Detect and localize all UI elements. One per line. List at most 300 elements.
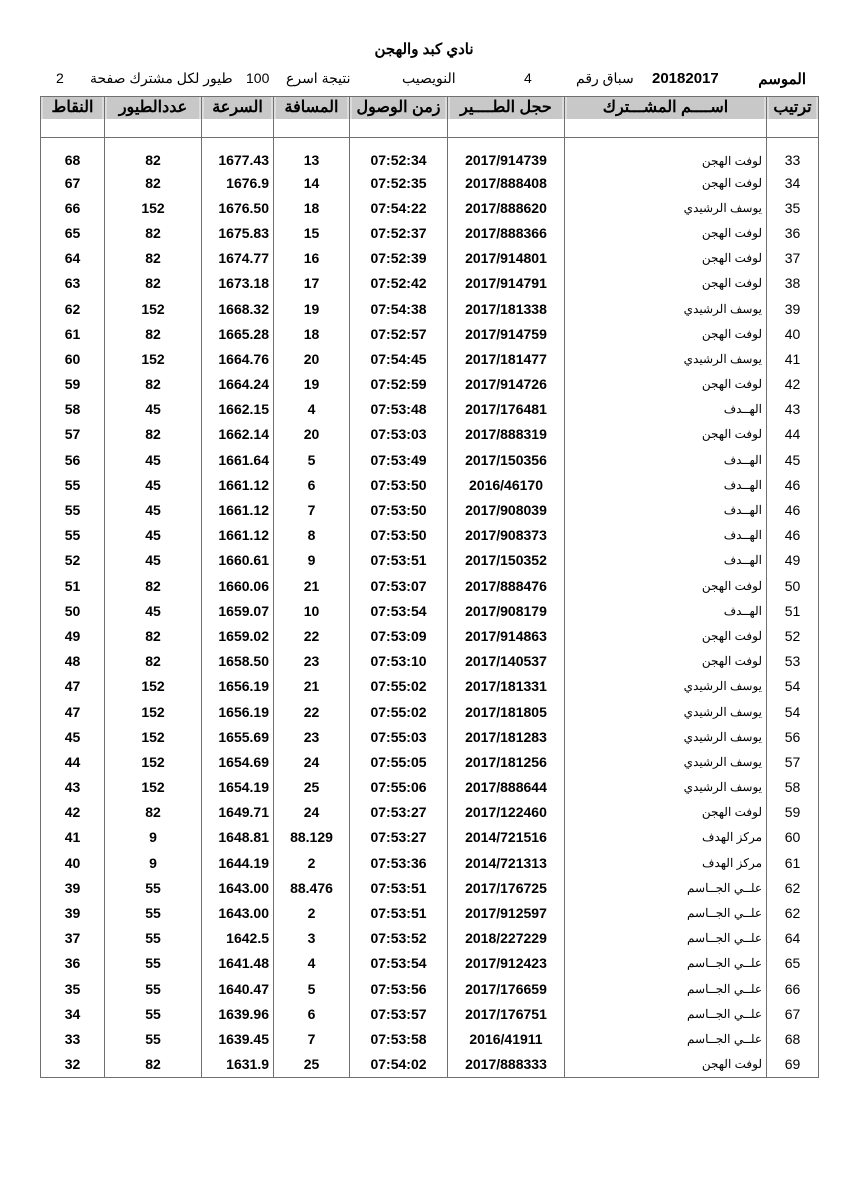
rank-cell: 40 bbox=[767, 321, 819, 346]
speed-cell: 1658.50 bbox=[202, 649, 274, 674]
distance-cell: 17 bbox=[274, 271, 350, 296]
page-title: نادي كبد والهجن bbox=[374, 41, 474, 58]
table-row bbox=[41, 138, 819, 171]
bird-count-cell: 152 bbox=[105, 296, 202, 321]
arrival-time-cell: 07:54:22 bbox=[350, 195, 448, 220]
table-row bbox=[41, 850, 819, 875]
arrival-time-cell: 07:54:38 bbox=[350, 296, 448, 321]
points-cell: 56 bbox=[41, 447, 105, 472]
bird-count-cell: 82 bbox=[105, 649, 202, 674]
participant-cell: يوسف الرشيدي bbox=[565, 674, 767, 699]
distance-cell: 4 bbox=[274, 397, 350, 422]
speed-cell: 1673.18 bbox=[202, 271, 274, 296]
participant-cell: يوسف الرشيدي bbox=[565, 749, 767, 774]
distance-cell: 7 bbox=[274, 497, 350, 522]
ring-cell: 2017/912423 bbox=[448, 951, 565, 976]
arrival-time-cell: 07:53:54 bbox=[350, 598, 448, 623]
participant-cell: الهــدف bbox=[565, 548, 767, 573]
rank-cell: 69 bbox=[767, 1052, 819, 1078]
rank-cell: 53 bbox=[767, 649, 819, 674]
distance-cell: 18 bbox=[274, 195, 350, 220]
distance-cell: 24 bbox=[274, 800, 350, 825]
speed-cell: 1660.06 bbox=[202, 573, 274, 598]
arrival-time-cell: 07:53:54 bbox=[350, 951, 448, 976]
points-cell: 55 bbox=[41, 472, 105, 497]
ring-cell: 2017/122460 bbox=[448, 800, 565, 825]
bird-count-cell: 82 bbox=[105, 220, 202, 245]
bird-count-cell: 55 bbox=[105, 900, 202, 925]
ring-cell: 2017/181338 bbox=[448, 296, 565, 321]
points-cell: 52 bbox=[41, 548, 105, 573]
participant-cell: يوسف الرشيدي bbox=[565, 296, 767, 321]
rank-cell: 52 bbox=[767, 623, 819, 648]
speed-cell: 1649.71 bbox=[202, 800, 274, 825]
table-header-row bbox=[41, 97, 819, 138]
arrival-time-cell: 07:52:39 bbox=[350, 246, 448, 271]
points-cell: 67 bbox=[41, 170, 105, 195]
table-row bbox=[41, 800, 819, 825]
distance-cell: 19 bbox=[274, 296, 350, 321]
table-row bbox=[41, 246, 819, 271]
table-row bbox=[41, 674, 819, 699]
points-cell: 55 bbox=[41, 497, 105, 522]
points-cell: 33 bbox=[41, 1026, 105, 1051]
table-row bbox=[41, 497, 819, 522]
table-row bbox=[41, 321, 819, 346]
table-row bbox=[41, 447, 819, 472]
ring-cell: 2017/908373 bbox=[448, 523, 565, 548]
participant-cell: علــي الجــاسم bbox=[565, 951, 767, 976]
rank-cell: 34 bbox=[767, 170, 819, 195]
bird-count-cell: 82 bbox=[105, 372, 202, 397]
points-cell: 59 bbox=[41, 372, 105, 397]
participant-cell: يوسف الرشيدي bbox=[565, 346, 767, 371]
table-row bbox=[41, 573, 819, 598]
table-row bbox=[41, 875, 819, 900]
participant-cell: الهــدف bbox=[565, 397, 767, 422]
participant-cell: لوفت الهجن bbox=[565, 1052, 767, 1078]
distance-cell: 6 bbox=[274, 1001, 350, 1026]
participant-cell: الهــدف bbox=[565, 472, 767, 497]
col-header-speed: السرعة bbox=[202, 97, 274, 138]
ring-cell: 2017/140537 bbox=[448, 649, 565, 674]
race-number: 4 bbox=[524, 70, 532, 86]
bird-count-cell: 45 bbox=[105, 598, 202, 623]
distance-cell: 22 bbox=[274, 699, 350, 724]
table-row bbox=[41, 472, 819, 497]
points-cell: 36 bbox=[41, 951, 105, 976]
table-row bbox=[41, 346, 819, 371]
points-cell: 40 bbox=[41, 850, 105, 875]
rank-cell: 46 bbox=[767, 497, 819, 522]
arrival-time-cell: 07:53:27 bbox=[350, 825, 448, 850]
bird-count-cell: 55 bbox=[105, 926, 202, 951]
rank-cell: 43 bbox=[767, 397, 819, 422]
rank-cell: 46 bbox=[767, 523, 819, 548]
distance-cell: 2 bbox=[274, 900, 350, 925]
table-row bbox=[41, 825, 819, 850]
arrival-time-cell: 07:52:42 bbox=[350, 271, 448, 296]
speed-cell: 1656.19 bbox=[202, 674, 274, 699]
points-cell: 68 bbox=[41, 138, 105, 171]
speed-cell: 1676.50 bbox=[202, 195, 274, 220]
arrival-time-cell: 07:52:34 bbox=[350, 138, 448, 171]
distance-cell: 9 bbox=[274, 548, 350, 573]
bird-count-cell: 152 bbox=[105, 775, 202, 800]
arrival-time-cell: 07:53:50 bbox=[350, 523, 448, 548]
distance-cell: 6 bbox=[274, 472, 350, 497]
bird-count-cell: 45 bbox=[105, 397, 202, 422]
distance-cell: 22 bbox=[274, 623, 350, 648]
ring-cell: 2017/914739 bbox=[448, 138, 565, 171]
season-value: 20182017 bbox=[652, 70, 719, 87]
participant-cell: علــي الجــاسم bbox=[565, 1001, 767, 1026]
speed-cell: 1656.19 bbox=[202, 699, 274, 724]
participant-cell: علــي الجــاسم bbox=[565, 875, 767, 900]
col-header-arrival-time: زمن الوصول bbox=[350, 97, 448, 138]
arrival-time-cell: 07:53:52 bbox=[350, 926, 448, 951]
ring-cell: 2017/888319 bbox=[448, 422, 565, 447]
points-cell: 39 bbox=[41, 900, 105, 925]
arrival-time-cell: 07:53:56 bbox=[350, 976, 448, 1001]
points-cell: 47 bbox=[41, 699, 105, 724]
bird-count-cell: 152 bbox=[105, 195, 202, 220]
bird-count-cell: 152 bbox=[105, 724, 202, 749]
distance-cell: 21 bbox=[274, 573, 350, 598]
arrival-time-cell: 07:53:10 bbox=[350, 649, 448, 674]
result-note: طيور لكل مشترك صفحة bbox=[90, 70, 233, 86]
rank-cell: 33 bbox=[767, 138, 819, 171]
ring-cell: 2017/150352 bbox=[448, 548, 565, 573]
ring-cell: 2017/181477 bbox=[448, 346, 565, 371]
distance-cell: 5 bbox=[274, 976, 350, 1001]
points-cell: 47 bbox=[41, 674, 105, 699]
participant-cell: علــي الجــاسم bbox=[565, 976, 767, 1001]
ring-cell: 2014/721313 bbox=[448, 850, 565, 875]
ring-cell: 2017/908179 bbox=[448, 598, 565, 623]
distance-cell: 88.129 bbox=[274, 825, 350, 850]
col-header-participant: اســــم المشـــترك bbox=[565, 97, 767, 138]
rank-cell: 49 bbox=[767, 548, 819, 573]
table-row bbox=[41, 170, 819, 195]
bird-count-cell: 82 bbox=[105, 321, 202, 346]
arrival-time-cell: 07:53:51 bbox=[350, 548, 448, 573]
participant-cell: علــي الجــاسم bbox=[565, 926, 767, 951]
results-table bbox=[40, 96, 819, 1078]
col-header-points: النقاط bbox=[41, 97, 105, 138]
rank-cell: 39 bbox=[767, 296, 819, 321]
ring-cell: 2017/181805 bbox=[448, 699, 565, 724]
table-row bbox=[41, 951, 819, 976]
arrival-time-cell: 07:53:58 bbox=[350, 1026, 448, 1051]
table-row bbox=[41, 422, 819, 447]
points-cell: 58 bbox=[41, 397, 105, 422]
participant-cell: يوسف الرشيدي bbox=[565, 775, 767, 800]
bird-count-cell: 82 bbox=[105, 422, 202, 447]
speed-cell: 1662.15 bbox=[202, 397, 274, 422]
distance-cell: 13 bbox=[274, 138, 350, 171]
arrival-time-cell: 07:55:02 bbox=[350, 699, 448, 724]
points-cell: 35 bbox=[41, 976, 105, 1001]
ring-cell: 2017/176659 bbox=[448, 976, 565, 1001]
table-row bbox=[41, 372, 819, 397]
result-label: نتيجة اسرع bbox=[286, 70, 351, 86]
table-row bbox=[41, 649, 819, 674]
distance-cell: 19 bbox=[274, 372, 350, 397]
rank-cell: 67 bbox=[767, 1001, 819, 1026]
rank-cell: 58 bbox=[767, 775, 819, 800]
speed-cell: 1661.12 bbox=[202, 472, 274, 497]
speed-cell: 1674.77 bbox=[202, 246, 274, 271]
table-row bbox=[41, 296, 819, 321]
rank-cell: 62 bbox=[767, 875, 819, 900]
distance-cell: 23 bbox=[274, 724, 350, 749]
rank-cell: 65 bbox=[767, 951, 819, 976]
bird-count-cell: 82 bbox=[105, 138, 202, 171]
page-number: 2 bbox=[56, 70, 64, 86]
participant-cell: لوفت الهجن bbox=[565, 372, 767, 397]
table-row bbox=[41, 926, 819, 951]
bird-count-cell: 45 bbox=[105, 472, 202, 497]
rank-cell: 66 bbox=[767, 976, 819, 1001]
rank-cell: 42 bbox=[767, 372, 819, 397]
ring-cell: 2017/181331 bbox=[448, 674, 565, 699]
distance-cell: 15 bbox=[274, 220, 350, 245]
distance-cell: 20 bbox=[274, 346, 350, 371]
participant-cell: لوفت الهجن bbox=[565, 573, 767, 598]
distance-cell: 88.476 bbox=[274, 875, 350, 900]
points-cell: 32 bbox=[41, 1052, 105, 1078]
speed-cell: 1661.12 bbox=[202, 497, 274, 522]
rank-cell: 64 bbox=[767, 926, 819, 951]
bird-count-cell: 82 bbox=[105, 271, 202, 296]
table-row bbox=[41, 749, 819, 774]
points-cell: 48 bbox=[41, 649, 105, 674]
table-row bbox=[41, 1026, 819, 1051]
points-cell: 64 bbox=[41, 246, 105, 271]
rank-cell: 54 bbox=[767, 674, 819, 699]
arrival-time-cell: 07:53:48 bbox=[350, 397, 448, 422]
arrival-time-cell: 07:53:57 bbox=[350, 1001, 448, 1026]
distance-cell: 20 bbox=[274, 422, 350, 447]
participant-cell: الهــدف bbox=[565, 598, 767, 623]
distance-cell: 7 bbox=[274, 1026, 350, 1051]
bird-count-cell: 55 bbox=[105, 951, 202, 976]
ring-cell: 2017/888408 bbox=[448, 170, 565, 195]
table-row bbox=[41, 623, 819, 648]
table-row bbox=[41, 548, 819, 573]
arrival-time-cell: 07:55:03 bbox=[350, 724, 448, 749]
participant-cell: لوفت الهجن bbox=[565, 422, 767, 447]
rank-cell: 50 bbox=[767, 573, 819, 598]
bird-count-cell: 45 bbox=[105, 548, 202, 573]
rank-cell: 44 bbox=[767, 422, 819, 447]
speed-cell: 1659.02 bbox=[202, 623, 274, 648]
race-label: سباق رقم bbox=[576, 70, 634, 86]
ring-cell: 2017/176725 bbox=[448, 875, 565, 900]
rank-cell: 41 bbox=[767, 346, 819, 371]
table-row bbox=[41, 397, 819, 422]
arrival-time-cell: 07:55:05 bbox=[350, 749, 448, 774]
ring-cell: 2017/181283 bbox=[448, 724, 565, 749]
participant-cell: لوفت الهجن bbox=[565, 623, 767, 648]
rank-cell: 56 bbox=[767, 724, 819, 749]
points-cell: 45 bbox=[41, 724, 105, 749]
speed-cell: 1664.76 bbox=[202, 346, 274, 371]
ring-cell: 2017/176481 bbox=[448, 397, 565, 422]
table-row bbox=[41, 900, 819, 925]
participant-cell: الهــدف bbox=[565, 447, 767, 472]
distance-cell: 23 bbox=[274, 649, 350, 674]
season-label: الموسم bbox=[758, 71, 806, 88]
rank-cell: 61 bbox=[767, 850, 819, 875]
ring-cell: 2017/181256 bbox=[448, 749, 565, 774]
bird-count-cell: 152 bbox=[105, 699, 202, 724]
rank-cell: 46 bbox=[767, 472, 819, 497]
table-row bbox=[41, 195, 819, 220]
ring-cell: 2016/41911 bbox=[448, 1026, 565, 1051]
arrival-time-cell: 07:53:51 bbox=[350, 900, 448, 925]
arrival-time-cell: 07:53:27 bbox=[350, 800, 448, 825]
speed-cell: 1662.14 bbox=[202, 422, 274, 447]
speed-cell: 1639.45 bbox=[202, 1026, 274, 1051]
ring-cell: 2017/888620 bbox=[448, 195, 565, 220]
table-row bbox=[41, 220, 819, 245]
participant-cell: لوفت الهجن bbox=[565, 138, 767, 171]
ring-cell: 2017/914791 bbox=[448, 271, 565, 296]
table-row bbox=[41, 271, 819, 296]
speed-cell: 1664.24 bbox=[202, 372, 274, 397]
bird-count-cell: 82 bbox=[105, 800, 202, 825]
rank-cell: 35 bbox=[767, 195, 819, 220]
bird-count-cell: 82 bbox=[105, 573, 202, 598]
table-row bbox=[41, 775, 819, 800]
arrival-time-cell: 07:55:06 bbox=[350, 775, 448, 800]
ring-cell: 2017/888333 bbox=[448, 1052, 565, 1078]
arrival-time-cell: 07:54:45 bbox=[350, 346, 448, 371]
rank-cell: 38 bbox=[767, 271, 819, 296]
bird-count-cell: 9 bbox=[105, 850, 202, 875]
ring-cell: 2017/914801 bbox=[448, 246, 565, 271]
participant-cell: لوفت الهجن bbox=[565, 246, 767, 271]
ring-cell: 2017/914863 bbox=[448, 623, 565, 648]
col-header-rank: ترتيب bbox=[767, 97, 819, 138]
distance-cell: 24 bbox=[274, 749, 350, 774]
arrival-time-cell: 07:53:07 bbox=[350, 573, 448, 598]
points-cell: 65 bbox=[41, 220, 105, 245]
speed-cell: 1643.00 bbox=[202, 875, 274, 900]
col-header-distance: المسافة bbox=[274, 97, 350, 138]
arrival-time-cell: 07:52:59 bbox=[350, 372, 448, 397]
table-row bbox=[41, 976, 819, 1001]
bird-count-cell: 152 bbox=[105, 674, 202, 699]
participant-cell: مركز الهدف bbox=[565, 825, 767, 850]
ring-cell: 2018/227229 bbox=[448, 926, 565, 951]
speed-cell: 1631.9 bbox=[202, 1052, 274, 1078]
participant-cell: علــي الجــاسم bbox=[565, 1026, 767, 1051]
ring-cell: 2017/150356 bbox=[448, 447, 565, 472]
rank-cell: 62 bbox=[767, 900, 819, 925]
participant-cell: علــي الجــاسم bbox=[565, 900, 767, 925]
rank-cell: 60 bbox=[767, 825, 819, 850]
result-count: 100 bbox=[246, 70, 270, 86]
ring-cell: 2017/888644 bbox=[448, 775, 565, 800]
points-cell: 51 bbox=[41, 573, 105, 598]
rank-cell: 59 bbox=[767, 800, 819, 825]
speed-cell: 1660.61 bbox=[202, 548, 274, 573]
table-row bbox=[41, 523, 819, 548]
arrival-time-cell: 07:54:02 bbox=[350, 1052, 448, 1078]
distance-cell: 14 bbox=[274, 170, 350, 195]
participant-cell: لوفت الهجن bbox=[565, 271, 767, 296]
speed-cell: 1661.12 bbox=[202, 523, 274, 548]
participant-cell: لوفت الهجن bbox=[565, 170, 767, 195]
points-cell: 50 bbox=[41, 598, 105, 623]
speed-cell: 1654.69 bbox=[202, 749, 274, 774]
participant-cell: يوسف الرشيدي bbox=[565, 699, 767, 724]
points-cell: 63 bbox=[41, 271, 105, 296]
table-row bbox=[41, 598, 819, 623]
rank-cell: 54 bbox=[767, 699, 819, 724]
points-cell: 66 bbox=[41, 195, 105, 220]
ring-cell: 2017/912597 bbox=[448, 900, 565, 925]
participant-cell: مركز الهدف bbox=[565, 850, 767, 875]
bird-count-cell: 45 bbox=[105, 523, 202, 548]
ring-cell: 2016/46170 bbox=[448, 472, 565, 497]
speed-cell: 1677.43 bbox=[202, 138, 274, 171]
arrival-time-cell: 07:52:57 bbox=[350, 321, 448, 346]
distance-cell: 21 bbox=[274, 674, 350, 699]
speed-cell: 1641.48 bbox=[202, 951, 274, 976]
ring-cell: 2017/888476 bbox=[448, 573, 565, 598]
bird-count-cell: 55 bbox=[105, 1001, 202, 1026]
distance-cell: 2 bbox=[274, 850, 350, 875]
arrival-time-cell: 07:52:35 bbox=[350, 170, 448, 195]
participant-cell: الهــدف bbox=[565, 523, 767, 548]
rank-cell: 57 bbox=[767, 749, 819, 774]
speed-cell: 1655.69 bbox=[202, 724, 274, 749]
participant-cell: لوفت الهجن bbox=[565, 321, 767, 346]
arrival-time-cell: 07:53:49 bbox=[350, 447, 448, 472]
ring-cell: 2017/914759 bbox=[448, 321, 565, 346]
speed-cell: 1648.81 bbox=[202, 825, 274, 850]
arrival-time-cell: 07:53:50 bbox=[350, 497, 448, 522]
bird-count-cell: 82 bbox=[105, 623, 202, 648]
bird-count-cell: 45 bbox=[105, 447, 202, 472]
speed-cell: 1665.28 bbox=[202, 321, 274, 346]
rank-cell: 68 bbox=[767, 1026, 819, 1051]
participant-cell: الهــدف bbox=[565, 497, 767, 522]
speed-cell: 1639.96 bbox=[202, 1001, 274, 1026]
table-row bbox=[41, 1001, 819, 1026]
col-header-bird-count: عددالطيور bbox=[105, 97, 202, 138]
speed-cell: 1676.9 bbox=[202, 170, 274, 195]
points-cell: 55 bbox=[41, 523, 105, 548]
ring-cell: 2017/176751 bbox=[448, 1001, 565, 1026]
points-cell: 42 bbox=[41, 800, 105, 825]
ring-cell: 2017/914726 bbox=[448, 372, 565, 397]
distance-cell: 4 bbox=[274, 951, 350, 976]
participant-cell: لوفت الهجن bbox=[565, 220, 767, 245]
race-location: النويصيب bbox=[402, 70, 456, 86]
rank-cell: 36 bbox=[767, 220, 819, 245]
speed-cell: 1640.47 bbox=[202, 976, 274, 1001]
speed-cell: 1675.83 bbox=[202, 220, 274, 245]
points-cell: 49 bbox=[41, 623, 105, 648]
distance-cell: 10 bbox=[274, 598, 350, 623]
speed-cell: 1668.32 bbox=[202, 296, 274, 321]
ring-cell: 2017/888366 bbox=[448, 220, 565, 245]
